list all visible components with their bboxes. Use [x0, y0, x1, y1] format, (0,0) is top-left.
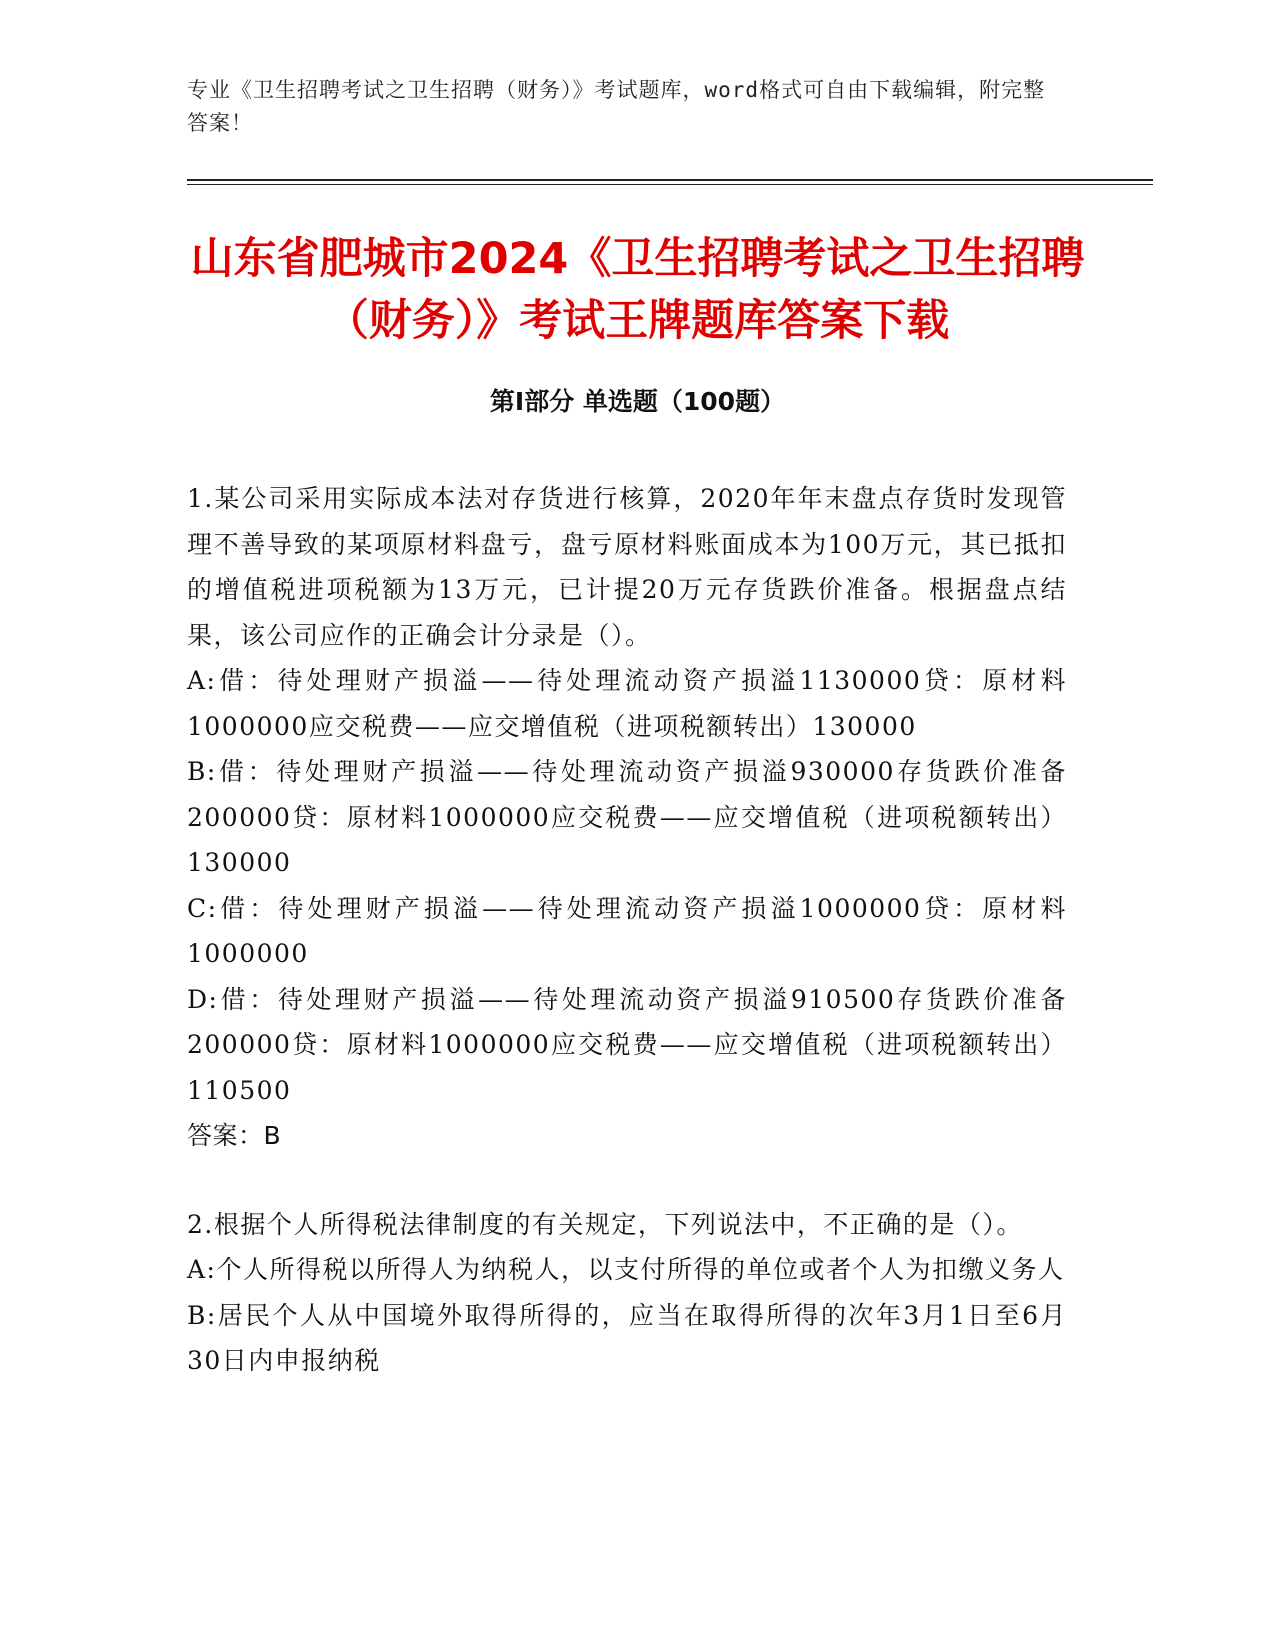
question-option-c: C:借：待处理财产损溢——待处理流动资产损溢1000000贷：原材料1000000 [187, 893, 1067, 968]
question-option-a: A:借：待处理财产损溢——待处理流动资产损溢1130000贷：原材料1000000应交税费——应交增值税（进项税额转出）130000 [187, 666, 1067, 741]
question-option-a: A:个人所得税以所得人为纳税人，以支付所得的单位或者个人为扣缴义务人 [187, 1255, 1065, 1284]
question-answer: 答案：B [187, 1121, 282, 1150]
question-stem: 1.某公司采用实际成本法对存货进行核算，2020年年末盘点存货时发现管理不善导致的某项原材料盘亏，盘亏原材料账面成本为100万元，其已抵扣的增值税进项税额为13万元，已计提20万元存货跌价准备。根据盘点结果，该公司应作的正确会计分录是（）。 [187, 484, 1067, 650]
header-note: 专业《卫生招聘考试之卫生招聘（财务）》考试题库，word格式可自由下载编辑，附完整答案！ [187, 78, 1046, 135]
question-2 [187, 1202, 1067, 1384]
header-divider-thick [187, 179, 1153, 181]
header-divider-thin [187, 184, 1153, 185]
question-option-d: D:借：待处理财产损溢——待处理流动资产损溢910500存货跌价准备200000贷：原材料1000000应交税费——应交增值税（进项税额转出）110500 [187, 984, 1067, 1105]
section-title: 第Ⅰ部分 单选题（100题） [489, 387, 786, 416]
question-1 [187, 476, 1067, 1159]
question-option-b: B:借：待处理财产损溢——待处理流动资产损溢930000存货跌价准备200000贷：原材料1000000应交税费——应交增值税（进项税额转出）130000 [187, 757, 1067, 877]
question-option-b: B:居民个人从中国境外取得所得的，应当在取得所得的次年3月1日至6月30日内申报纳税 [187, 1300, 1067, 1375]
question-stem: 2.根据个人所得税法律制度的有关规定，下列说法中，不正确的是（）。 [187, 1209, 1023, 1239]
question-list [187, 476, 1067, 1384]
document-title: 山东省肥城市2024《卫生招聘考试之卫生招聘（财务）》考试王牌题库答案下载 [190, 234, 1085, 346]
